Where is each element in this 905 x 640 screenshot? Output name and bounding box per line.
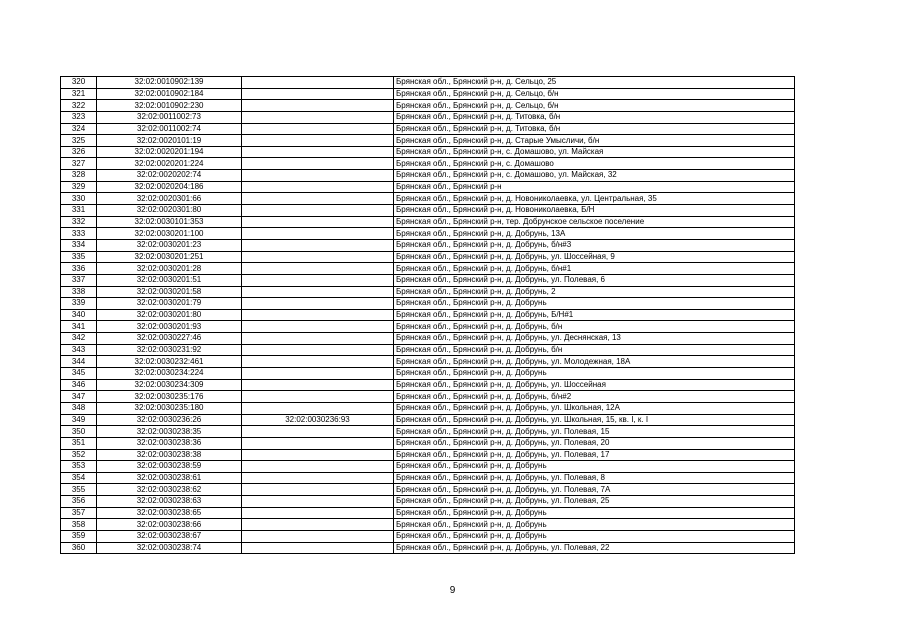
related-cadastral-number-cell (242, 461, 394, 473)
row-number-cell: 353 (61, 461, 97, 473)
related-cadastral-number-cell (242, 344, 394, 356)
address-cell: Брянская обл., Брянский р-н, д. Добрунь, Б/Н#1 (394, 309, 795, 321)
row-number-cell: 343 (61, 344, 97, 356)
address-cell: Брянская обл., Брянский р-н, д. Добрунь, ул. Полевая, 7А (394, 484, 795, 496)
table-row (61, 309, 795, 321)
cadastral-number-cell: 32:02:0010902:230 (97, 100, 242, 112)
related-cadastral-number-cell (242, 274, 394, 286)
table-row (61, 216, 795, 228)
cadastral-number-cell: 32:02:0030238:38 (97, 449, 242, 461)
row-number-cell: 347 (61, 391, 97, 403)
table-row (61, 146, 795, 158)
row-number-cell: 329 (61, 181, 97, 193)
table-row (61, 123, 795, 135)
related-cadastral-number-cell (242, 100, 394, 112)
table-row (61, 379, 795, 391)
cadastral-number-cell: 32:02:0030232:461 (97, 356, 242, 368)
address-cell: Брянская обл., Брянский р-н, д. Добрунь (394, 507, 795, 519)
address-cell: Брянская обл., Брянский р-н, с. Домашово, ул. Майская, 32 (394, 170, 795, 182)
row-number-cell: 326 (61, 146, 97, 158)
address-cell: Брянская обл., Брянский р-н, д. Добрунь, ул. Полевая, 22 (394, 542, 795, 554)
table-row (61, 461, 795, 473)
table-row (61, 181, 795, 193)
related-cadastral-number-cell (242, 170, 394, 182)
row-number-cell: 328 (61, 170, 97, 182)
table-row (61, 542, 795, 554)
cadastral-number-cell: 32:02:0030201:93 (97, 321, 242, 333)
related-cadastral-number-cell (242, 437, 394, 449)
address-cell: Брянская обл., Брянский р-н, д. Добрунь, ул. Полевая, 20 (394, 437, 795, 449)
cadastral-number-cell: 32:02:0030201:100 (97, 228, 242, 240)
row-number-cell: 330 (61, 193, 97, 205)
address-cell: Брянская обл., Брянский р-н, д. Добрунь, ул. Школьная, 12А (394, 402, 795, 414)
address-cell: Брянская обл., Брянский р-н, д. Титовка, б/н (394, 123, 795, 135)
registry-table (60, 76, 795, 554)
cadastral-number-cell: 32:02:0010902:184 (97, 88, 242, 100)
row-number-cell: 341 (61, 321, 97, 333)
address-cell: Брянская обл., Брянский р-н, д. Титовка, б/н (394, 111, 795, 123)
registry-table-body (61, 77, 795, 554)
address-cell: Брянская обл., Брянский р-н, д. Добрунь, б/н#3 (394, 239, 795, 251)
related-cadastral-number-cell (242, 228, 394, 240)
related-cadastral-number-cell (242, 426, 394, 438)
cadastral-number-cell: 32:02:0030201:58 (97, 286, 242, 298)
address-cell: Брянская обл., Брянский р-н, д. Добрунь, ул. Шоссейная, 9 (394, 251, 795, 263)
table-row (61, 321, 795, 333)
cadastral-number-cell: 32:02:0010902:139 (97, 77, 242, 89)
related-cadastral-number-cell (242, 356, 394, 368)
row-number-cell: 321 (61, 88, 97, 100)
row-number-cell: 336 (61, 263, 97, 275)
related-cadastral-number-cell (242, 286, 394, 298)
cadastral-number-cell: 32:02:0030238:63 (97, 496, 242, 508)
address-cell: Брянская обл., Брянский р-н, д. Сельцо, б/н (394, 100, 795, 112)
table-row (61, 298, 795, 310)
address-cell: Брянская обл., Брянский р-н (394, 181, 795, 193)
address-cell: Брянская обл., Брянский р-н, д. Добрунь, ул. Школьная, 15, кв. I, к. I (394, 414, 795, 426)
cadastral-number-cell: 32:02:0020204:186 (97, 181, 242, 193)
row-number-cell: 334 (61, 239, 97, 251)
row-number-cell: 355 (61, 484, 97, 496)
related-cadastral-number-cell (242, 146, 394, 158)
cadastral-number-cell: 32:02:0030235:176 (97, 391, 242, 403)
table-row (61, 100, 795, 112)
table-row (61, 472, 795, 484)
table-row (61, 437, 795, 449)
related-cadastral-number-cell (242, 239, 394, 251)
table-row (61, 519, 795, 531)
address-cell: Брянская обл., Брянский р-н, д. Добрунь, ул. Полевая, 25 (394, 496, 795, 508)
address-cell: Брянская обл., Брянский р-н, д. Добрунь, ул. Полевая, 6 (394, 274, 795, 286)
row-number-cell: 349 (61, 414, 97, 426)
cadastral-number-cell: 32:02:0030238:59 (97, 461, 242, 473)
row-number-cell: 331 (61, 205, 97, 217)
cadastral-number-cell: 32:02:0030238:61 (97, 472, 242, 484)
related-cadastral-number-cell (242, 135, 394, 147)
address-cell: Брянская обл., Брянский р-н, д. Добрунь (394, 530, 795, 542)
address-cell: Брянская обл., Брянский р-н, д. Добрунь, б/н#1 (394, 263, 795, 275)
row-number-cell: 351 (61, 437, 97, 449)
row-number-cell: 346 (61, 379, 97, 391)
address-cell: Брянская обл., Брянский р-н, д. Новониколаевка, ул. Центральная, 35 (394, 193, 795, 205)
row-number-cell: 323 (61, 111, 97, 123)
table-row (61, 333, 795, 345)
address-cell: Брянская обл., Брянский р-н, д. Добрунь, ул. Полевая, 15 (394, 426, 795, 438)
address-cell: Брянская обл., Брянский р-н, д. Добрунь (394, 461, 795, 473)
row-number-cell: 354 (61, 472, 97, 484)
row-number-cell: 335 (61, 251, 97, 263)
table-row (61, 286, 795, 298)
row-number-cell: 350 (61, 426, 97, 438)
row-number-cell: 332 (61, 216, 97, 228)
related-cadastral-number-cell (242, 193, 394, 205)
cadastral-number-cell: 32:02:0011002:73 (97, 111, 242, 123)
address-cell: Брянская обл., Брянский р-н, д. Добрунь, б/н (394, 344, 795, 356)
table-row (61, 158, 795, 170)
address-cell: Брянская обл., Брянский р-н, тер. Добрунское сельское поселение (394, 216, 795, 228)
related-cadastral-number-cell (242, 263, 394, 275)
address-cell: Брянская обл., Брянский р-н, д. Добрунь (394, 368, 795, 380)
cadastral-number-cell: 32:02:0020201:224 (97, 158, 242, 170)
cadastral-number-cell: 32:02:0030235:180 (97, 402, 242, 414)
row-number-cell: 352 (61, 449, 97, 461)
cadastral-number-cell: 32:02:0030236:26 (97, 414, 242, 426)
table-row (61, 356, 795, 368)
row-number-cell: 342 (61, 333, 97, 345)
related-cadastral-number-cell (242, 507, 394, 519)
row-number-cell: 333 (61, 228, 97, 240)
cadastral-number-cell: 32:02:0030201:251 (97, 251, 242, 263)
address-cell: Брянская обл., Брянский р-н, д. Добрунь, ул. Деснянская, 13 (394, 333, 795, 345)
related-cadastral-number-cell (242, 216, 394, 228)
address-cell: Брянская обл., Брянский р-н, д. Добрунь (394, 298, 795, 310)
related-cadastral-number-cell (242, 530, 394, 542)
cadastral-number-cell: 32:02:0030238:66 (97, 519, 242, 531)
table-row (61, 111, 795, 123)
related-cadastral-number-cell (242, 181, 394, 193)
cadastral-number-cell: 32:02:0020301:66 (97, 193, 242, 205)
related-cadastral-number-cell (242, 321, 394, 333)
row-number-cell: 325 (61, 135, 97, 147)
row-number-cell: 360 (61, 542, 97, 554)
related-cadastral-number-cell (242, 379, 394, 391)
table-row (61, 368, 795, 380)
related-cadastral-number-cell (242, 333, 394, 345)
related-cadastral-number-cell (242, 391, 394, 403)
table-row (61, 239, 795, 251)
table-row (61, 193, 795, 205)
cadastral-number-cell: 32:02:0030238:65 (97, 507, 242, 519)
cadastral-number-cell: 32:02:0020201:194 (97, 146, 242, 158)
table-row (61, 449, 795, 461)
address-cell: Брянская обл., Брянский р-н, д. Добрунь, ул. Молодежная, 18А (394, 356, 795, 368)
address-cell: Брянская обл., Брянский р-н, д. Добрунь, ул. Шоссейная (394, 379, 795, 391)
table-row (61, 391, 795, 403)
address-cell: Брянская обл., Брянский р-н, д. Новониколаевка, Б/Н (394, 205, 795, 217)
table-row (61, 263, 795, 275)
address-cell: Брянская обл., Брянский р-н, д. Старые Умысличи, б/н (394, 135, 795, 147)
cadastral-number-cell: 32:02:0030231:92 (97, 344, 242, 356)
cadastral-number-cell: 32:02:0030201:79 (97, 298, 242, 310)
row-number-cell: 358 (61, 519, 97, 531)
cadastral-number-cell: 32:02:0030201:51 (97, 274, 242, 286)
table-row (61, 274, 795, 286)
related-cadastral-number-cell (242, 158, 394, 170)
cadastral-number-cell: 32:02:0030238:74 (97, 542, 242, 554)
cadastral-number-cell: 32:02:0030238:62 (97, 484, 242, 496)
table-row (61, 228, 795, 240)
related-cadastral-number-cell (242, 519, 394, 531)
table-row (61, 77, 795, 89)
related-cadastral-number-cell (242, 496, 394, 508)
row-number-cell: 348 (61, 402, 97, 414)
address-cell: Брянская обл., Брянский р-н, с. Домашово, ул. Майская (394, 146, 795, 158)
related-cadastral-number-cell (242, 205, 394, 217)
table-row (61, 402, 795, 414)
cadastral-number-cell: 32:02:0030201:23 (97, 239, 242, 251)
row-number-cell: 339 (61, 298, 97, 310)
address-cell: Брянская обл., Брянский р-н, д. Добрунь, б/н (394, 321, 795, 333)
row-number-cell: 357 (61, 507, 97, 519)
row-number-cell: 344 (61, 356, 97, 368)
row-number-cell: 345 (61, 368, 97, 380)
table-row (61, 507, 795, 519)
table-row (61, 496, 795, 508)
cadastral-number-cell: 32:02:0030101:353 (97, 216, 242, 228)
related-cadastral-number-cell (242, 298, 394, 310)
address-cell: Брянская обл., Брянский р-н, д. Добрунь, ул. Полевая, 17 (394, 449, 795, 461)
cadastral-number-cell: 32:02:0030234:309 (97, 379, 242, 391)
page-number: 9 (449, 585, 456, 596)
cadastral-number-cell: 32:02:0030238:35 (97, 426, 242, 438)
address-cell: Брянская обл., Брянский р-н, с. Домашово (394, 158, 795, 170)
cadastral-number-cell: 32:02:0030238:36 (97, 437, 242, 449)
address-cell: Брянская обл., Брянский р-н, д. Добрунь, 2 (394, 286, 795, 298)
cadastral-number-cell: 32:02:0020301:80 (97, 205, 242, 217)
cadastral-number-cell: 32:02:0030227:46 (97, 333, 242, 345)
row-number-cell: 356 (61, 496, 97, 508)
cadastral-number-cell: 32:02:0030234:224 (97, 368, 242, 380)
table-row (61, 170, 795, 182)
address-cell: Брянская обл., Брянский р-н, д. Сельцо, б/н (394, 88, 795, 100)
related-cadastral-number-cell (242, 111, 394, 123)
table-row (61, 484, 795, 496)
table-row (61, 88, 795, 100)
address-cell: Брянская обл., Брянский р-н, д. Добрунь, б/н#2 (394, 391, 795, 403)
related-cadastral-number-cell: 32:02:0030236:93 (242, 414, 394, 426)
row-number-cell: 338 (61, 286, 97, 298)
related-cadastral-number-cell (242, 449, 394, 461)
row-number-cell: 320 (61, 77, 97, 89)
address-cell: Брянская обл., Брянский р-н, д. Сельцо, 25 (394, 77, 795, 89)
related-cadastral-number-cell (242, 484, 394, 496)
table-row (61, 251, 795, 263)
related-cadastral-number-cell (242, 472, 394, 484)
cadastral-number-cell: 32:02:0020101:19 (97, 135, 242, 147)
row-number-cell: 327 (61, 158, 97, 170)
cadastral-number-cell: 32:02:0030201:28 (97, 263, 242, 275)
table-row (61, 205, 795, 217)
related-cadastral-number-cell (242, 251, 394, 263)
address-cell: Брянская обл., Брянский р-н, д. Добрунь (394, 519, 795, 531)
cadastral-number-cell: 32:02:0030238:67 (97, 530, 242, 542)
row-number-cell: 337 (61, 274, 97, 286)
related-cadastral-number-cell (242, 123, 394, 135)
row-number-cell: 340 (61, 309, 97, 321)
row-number-cell: 324 (61, 123, 97, 135)
address-cell: Брянская обл., Брянский р-н, д. Добрунь, ул. Полевая, 8 (394, 472, 795, 484)
table-row (61, 344, 795, 356)
cadastral-number-cell: 32:02:0020202:74 (97, 170, 242, 182)
row-number-cell: 359 (61, 530, 97, 542)
related-cadastral-number-cell (242, 88, 394, 100)
related-cadastral-number-cell (242, 77, 394, 89)
table-row (61, 530, 795, 542)
related-cadastral-number-cell (242, 309, 394, 321)
address-cell: Брянская обл., Брянский р-н, д. Добрунь, 13А (394, 228, 795, 240)
cadastral-number-cell: 32:02:0011002:74 (97, 123, 242, 135)
cadastral-number-cell: 32:02:0030201:80 (97, 309, 242, 321)
related-cadastral-number-cell (242, 402, 394, 414)
row-number-cell: 322 (61, 100, 97, 112)
related-cadastral-number-cell (242, 368, 394, 380)
table-row (61, 414, 795, 426)
table-row (61, 426, 795, 438)
related-cadastral-number-cell (242, 542, 394, 554)
table-row (61, 135, 795, 147)
